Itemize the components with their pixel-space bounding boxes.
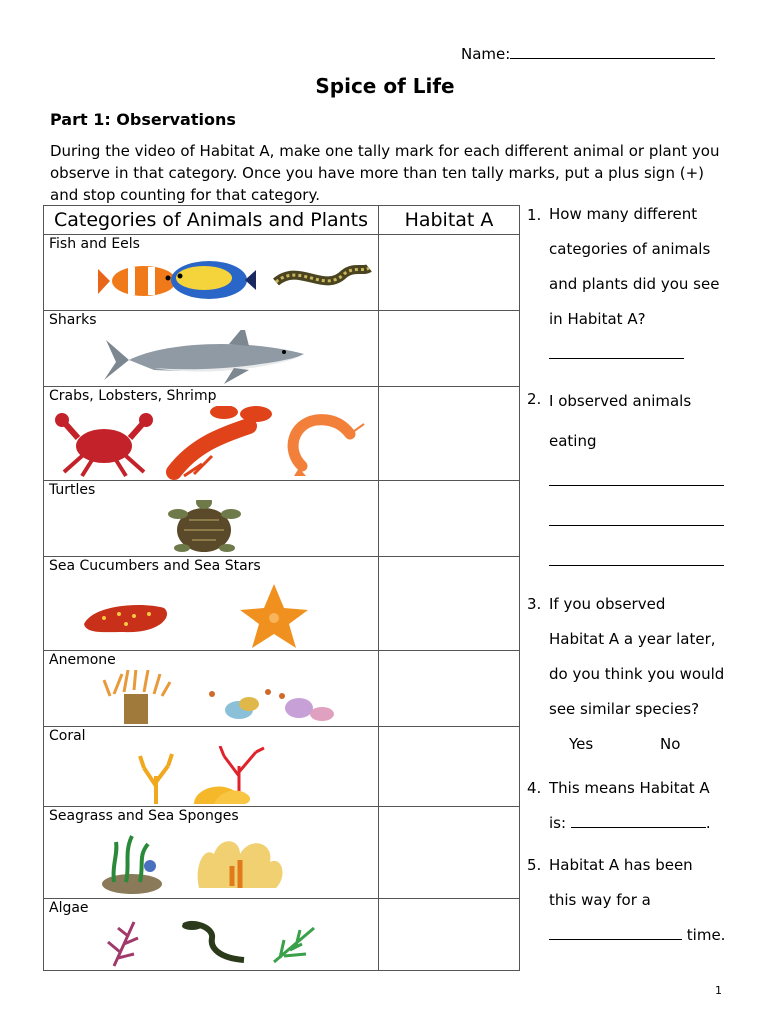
yes-option[interactable]: Yes <box>569 735 594 753</box>
table-row <box>44 387 520 481</box>
category-label: Seagrass and Sea Sponges <box>49 808 239 824</box>
shark-icon <box>104 330 304 384</box>
answer-blank[interactable] <box>549 551 724 566</box>
coral-icon <box>140 746 264 804</box>
question-number: 5. <box>527 856 542 874</box>
category-label: Fish and Eels <box>49 236 140 252</box>
anemone-icon <box>104 670 170 724</box>
instructions: During the video of Habitat A, make one tally mark for each different animal or plant you observe in that category. Once you have more than ten tally marks, put a plus sign (+) and stop counting for that category. <box>50 142 720 204</box>
question-text: categories of animals <box>549 240 711 258</box>
category-label: Algae <box>49 900 89 916</box>
category-cell <box>44 481 379 557</box>
shrimp-icon <box>293 420 364 476</box>
question-number: 4. <box>527 779 542 797</box>
part-heading: Part 1: Observations <box>50 110 236 129</box>
category-cell <box>44 807 379 899</box>
tang-fish-icon <box>171 261 256 299</box>
category-cell <box>44 651 379 727</box>
sea-cucumber-icon <box>84 605 167 632</box>
question-text: is: <box>549 814 567 832</box>
question-text: This means Habitat A <box>549 779 710 797</box>
question-text: this way for a <box>549 891 651 909</box>
red-algae-icon <box>108 922 138 966</box>
name-blank[interactable] <box>510 44 715 59</box>
column-header-habitat: Habitat A <box>379 206 520 235</box>
category-cell <box>44 557 379 651</box>
question-text: How many different <box>549 205 698 223</box>
category-label: Coral <box>49 728 86 744</box>
table-row <box>44 807 520 899</box>
answer-blank[interactable] <box>549 925 682 940</box>
category-cell <box>44 727 379 807</box>
kelp-icon <box>182 922 244 960</box>
question-number: 3. <box>527 595 542 613</box>
seagrass-icon <box>102 836 162 894</box>
lobster-icon <box>174 406 272 476</box>
question-text: in Habitat A? <box>549 310 646 328</box>
answer-blank[interactable] <box>549 511 724 526</box>
sea-sponge-icon <box>198 841 283 888</box>
sea-star-icon <box>240 584 308 648</box>
question-text: Habitat A a year later, <box>549 630 716 648</box>
table-row <box>44 727 520 807</box>
name-label: Name: <box>461 45 511 63</box>
question-text: I observed animals <box>549 392 692 410</box>
page-title: Spice of Life <box>315 74 455 98</box>
category-label: Crabs, Lobsters, Shrimp <box>49 388 217 404</box>
tally-cell[interactable] <box>379 899 520 971</box>
question-number: 1. <box>527 206 542 224</box>
category-label: Sea Cucumbers and Sea Stars <box>49 558 261 574</box>
category-cell <box>44 387 379 481</box>
no-option[interactable]: No <box>660 735 681 753</box>
table-row <box>44 899 520 971</box>
observation-table <box>43 205 520 971</box>
tally-cell[interactable] <box>379 235 520 311</box>
tally-cell[interactable] <box>379 311 520 387</box>
category-label: Anemone <box>49 652 116 668</box>
question-text: do you think you would <box>549 665 725 683</box>
page-number: 1 <box>715 984 722 997</box>
category-cell <box>44 235 379 311</box>
question-text: Habitat A has been <box>549 856 693 874</box>
question-text: eating <box>549 432 597 450</box>
question-text: time. <box>686 926 726 944</box>
answer-blank[interactable] <box>549 471 724 486</box>
tally-cell[interactable] <box>379 481 520 557</box>
tally-cell[interactable] <box>379 387 520 481</box>
category-label: Turtles <box>49 482 96 498</box>
anemone-group-icon <box>209 689 334 721</box>
category-cell <box>44 899 379 971</box>
tally-cell[interactable] <box>379 727 520 807</box>
clownfish-icon <box>98 266 176 296</box>
question-text: If you observed <box>549 595 666 613</box>
answer-blank[interactable] <box>549 344 684 359</box>
period: . <box>705 814 711 832</box>
table-row <box>44 311 520 387</box>
green-algae-icon <box>274 928 314 962</box>
table-row <box>44 235 520 311</box>
column-header-categories: Categories of Animals and Plants <box>44 206 379 235</box>
tally-cell[interactable] <box>379 807 520 899</box>
tally-cell[interactable] <box>379 557 520 651</box>
category-label: Sharks <box>49 312 97 328</box>
answer-blank[interactable] <box>571 813 706 828</box>
table-row <box>44 481 520 557</box>
name-field[interactable] <box>461 44 715 63</box>
crab-icon <box>55 413 153 476</box>
question-text: and plants did you see <box>549 275 720 293</box>
eel-icon <box>276 268 369 282</box>
category-cell <box>44 311 379 387</box>
question-number: 2. <box>527 390 542 408</box>
question-text: see similar species? <box>549 700 700 718</box>
turtle-icon <box>168 500 241 552</box>
table-row <box>44 651 520 727</box>
tally-cell[interactable] <box>379 651 520 727</box>
table-row <box>44 557 520 651</box>
